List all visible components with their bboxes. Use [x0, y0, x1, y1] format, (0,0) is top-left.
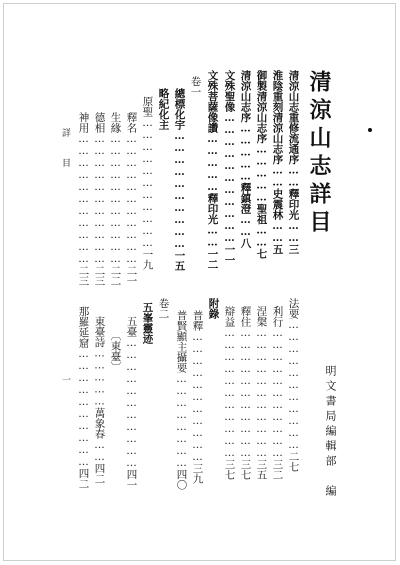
lower-entry: 普釋……………………………三九: [191, 310, 204, 484]
upper-entry: 總標化宇…………………………一五: [173, 88, 186, 271]
lower-entry: 附錄: [207, 298, 220, 319]
upper-entry: 略紀化主: [157, 88, 170, 130]
margin-dot: [368, 128, 372, 132]
lower-entry: 那羅延窟…………………………四二: [77, 306, 90, 489]
lower-entry: 〔東臺〕: [109, 330, 122, 372]
upper-entry: 釋名……………………………二一: [125, 112, 138, 286]
publisher-credit: 明文書局編輯部 編: [324, 365, 337, 500]
lower-entry: 東臺詩……………萬象春……四二: [93, 316, 106, 484]
lower-entry: 利行……………………………三二: [271, 306, 284, 480]
lower-entry: 卷二: [157, 298, 170, 319]
upper-entry: 神用……………………………二三: [77, 112, 90, 286]
lower-entry: 五峯靈迹: [141, 302, 154, 344]
upper-entry: 清涼山志序……………釋鎮澄……八: [239, 70, 252, 249]
upper-entry: 文殊聖像……………………………一一: [223, 70, 236, 265]
upper-entry: 生緣……………………………二二: [109, 112, 122, 286]
upper-entry: 德相……………………………二三: [93, 112, 106, 286]
lower-entry: 五臺……………………………四一: [125, 316, 138, 490]
upper-entry: 御製清涼山志序……………聖祖……七: [255, 70, 268, 259]
lower-entry: 釋住……………………………三七: [239, 306, 252, 480]
side-page-number: 一: [60, 375, 70, 384]
upper-entry: 淮陰重刻清涼山志序……史震林……五: [271, 70, 284, 255]
lower-entry: 普賢顯主攝要……………………四〇: [175, 310, 188, 490]
upper-entry: 文殊菩薩像讚……………釋印光……一二: [206, 70, 219, 270]
page-title: 清涼山志詳目: [306, 70, 332, 238]
side-label: 詳 目: [60, 128, 70, 173]
upper-entry: 卷一: [189, 76, 202, 97]
upper-entry: 原聖……………………………一九: [141, 96, 154, 270]
upper-entry: 清涼山志重修流通序……釋印光……三: [287, 70, 300, 255]
lower-entry: 法要……………………………二七: [287, 298, 300, 472]
lower-entry: 辯益……………………………三七: [223, 306, 236, 480]
lower-entry: 涅槃……………………………三五: [255, 306, 268, 480]
